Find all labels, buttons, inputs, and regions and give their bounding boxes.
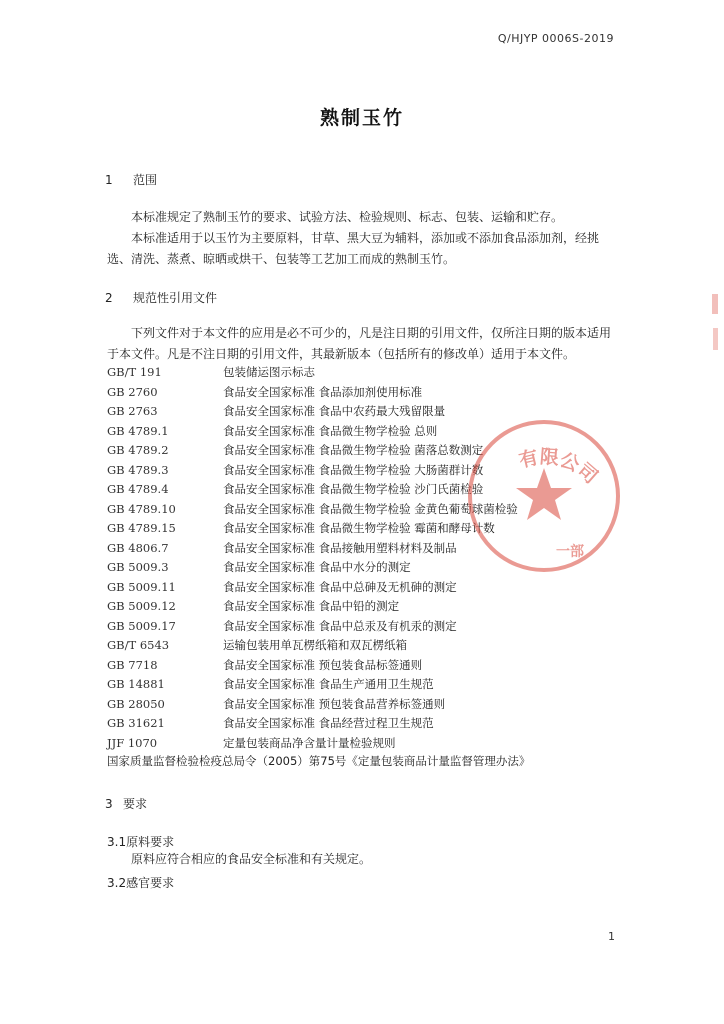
reference-title: 食品安全国家标准 食品中农药最大残留限量 xyxy=(223,404,446,418)
company-seal-stamp xyxy=(464,416,624,576)
reference-code: GB 4789.15 xyxy=(107,521,176,535)
reference-code: GB 5009.11 xyxy=(107,579,176,594)
subsection-number: 3.1 xyxy=(107,835,127,849)
subsection-title: 感官要求 xyxy=(126,876,175,890)
reference-title: 食品安全国家标准 预包装食品营养标签通则 xyxy=(223,696,446,711)
page-number: 1 xyxy=(608,930,615,943)
reference-code: JJF 1070 xyxy=(107,735,158,750)
reference-row xyxy=(107,636,627,656)
subsection-3-1-heading xyxy=(107,833,174,850)
reference-title: 食品安全国家标准 食品微生物学检验 菌落总数测定 xyxy=(223,443,484,457)
edge-stamp-fragment xyxy=(710,290,722,360)
reference-code: GB 4789.10 xyxy=(107,501,176,516)
reference-code: GB 7718 xyxy=(107,657,158,672)
reference-title: 食品安全国家标准 食品微生物学检验 沙门氏菌检验 xyxy=(223,482,484,496)
reference-code: GB 14881 xyxy=(107,677,165,691)
section-title: 范围 xyxy=(133,173,158,187)
reference-title: 食品安全国家标准 食品添加剂使用标准 xyxy=(223,384,423,399)
seal-star-icon xyxy=(516,468,572,520)
seal-bottom-text: 一部 xyxy=(556,544,584,560)
subsection-3-2-heading xyxy=(107,874,174,891)
section-number: 3 xyxy=(105,797,113,811)
reference-code: GB 4806.7 xyxy=(107,540,169,555)
reference-code: GB 5009.12 xyxy=(107,599,176,613)
reference-title: 食品安全国家标准 食品接触用塑料材料及制品 xyxy=(223,540,457,555)
reference-title: 食品安全国家标准 食品微生物学检验 总则 xyxy=(223,423,438,438)
reference-code: GB 4789.1 xyxy=(107,423,169,438)
reference-title: 食品安全国家标准 食品生产通用卫生规范 xyxy=(223,677,434,691)
document-title: 熟制玉竹 xyxy=(319,107,404,129)
references-intro: 下列文件对于本文件的应用是必不可少的，凡是注日期的引用文件，仅所注日期的版本适用于本文件。凡是不注日期的引用文件，其最新版本（包括所有的修改单）适用于本文件。 xyxy=(107,326,612,361)
reference-title: 运输包装用单瓦楞纸箱和双瓦楞纸箱 xyxy=(223,638,407,652)
scope-paragraph-1: 本标准规定了熟制玉竹的要求、试验方法、检验规则、标志、包装、运输和贮存。 xyxy=(131,210,564,224)
reference-title: 食品安全国家标准 食品中总汞及有机汞的测定 xyxy=(223,618,457,633)
reference-row xyxy=(107,578,627,598)
raw-material-requirement: 原料应符合相应的食品安全标准和有关规定。 xyxy=(131,852,372,866)
reference-code: GB 5009.3 xyxy=(107,560,169,574)
section-1-heading xyxy=(105,171,157,188)
section-number: 1 xyxy=(105,173,113,187)
reference-code: GB 4789.4 xyxy=(107,482,169,496)
reference-row xyxy=(107,714,627,734)
reference-row xyxy=(107,363,627,383)
reference-code: GB 2763 xyxy=(107,404,158,418)
subsection-title: 原料要求 xyxy=(126,835,175,849)
reference-title: 食品安全国家标准 食品中总砷及无机砷的测定 xyxy=(223,579,457,594)
reference-row xyxy=(107,597,627,617)
reference-code: GB 4789.3 xyxy=(107,462,169,477)
scope-paragraph-2: 本标准适用于以玉竹为主要原料，甘草、黑大豆为辅料，添加或不添加食品添加剂，经挑选、清洗、蒸煮、晾晒或烘干、包装等工艺加工而成的熟制玉竹。 xyxy=(107,231,600,266)
document-code: Q/HJYP 0006S-2019 xyxy=(497,32,614,45)
reference-row xyxy=(107,617,627,637)
seal-arc-text: 有限公司 xyxy=(516,445,602,489)
reference-title: 包装储运图示标志 xyxy=(223,365,315,379)
subsection-number: 3.2 xyxy=(107,876,127,890)
section-title: 要求 xyxy=(123,797,148,811)
section-2-heading xyxy=(105,289,217,306)
reference-code: GB 4789.2 xyxy=(107,443,169,457)
reference-title: 食品安全国家标准 食品经营过程卫生规范 xyxy=(223,716,434,730)
reference-row xyxy=(107,383,627,403)
reference-row xyxy=(107,675,627,695)
section-title: 规范性引用文件 xyxy=(133,291,218,305)
reference-title: 食品安全国家标准 食品微生物学检验 大肠菌群计数 xyxy=(223,462,484,477)
section-number: 2 xyxy=(105,291,113,305)
reference-title: 食品安全国家标准 食品中水分的测定 xyxy=(223,560,411,574)
reference-title: 食品安全国家标准 食品微生物学检验 霉菌和酵母计数 xyxy=(223,521,495,535)
seal-company-text xyxy=(517,445,602,488)
reference-title: 食品安全国家标准 食品中铅的测定 xyxy=(223,599,400,613)
reference-row xyxy=(107,695,627,715)
reference-code: GB 31621 xyxy=(107,716,165,730)
reference-code: GB/T 191 xyxy=(107,365,162,379)
reference-code: GB 28050 xyxy=(107,696,165,711)
reference-title: 食品安全国家标准 食品微生物学检验 金黄色葡萄球菌检验 xyxy=(223,501,518,516)
reference-title: 定量包装商品净含量计量检验规则 xyxy=(223,735,396,750)
reference-code: GB 5009.17 xyxy=(107,618,176,633)
section-3-heading xyxy=(105,795,147,812)
reference-row xyxy=(107,656,627,676)
reference-title: 食品安全国家标准 预包装食品标签通则 xyxy=(223,657,423,672)
decree-reference: 国家质量监督检验检疫总局令（2005）第75号《定量包装商品计量监督管理办法》 xyxy=(107,754,531,768)
reference-code: GB 2760 xyxy=(107,384,158,399)
reference-row xyxy=(107,734,627,754)
reference-code: GB/T 6543 xyxy=(107,638,170,652)
